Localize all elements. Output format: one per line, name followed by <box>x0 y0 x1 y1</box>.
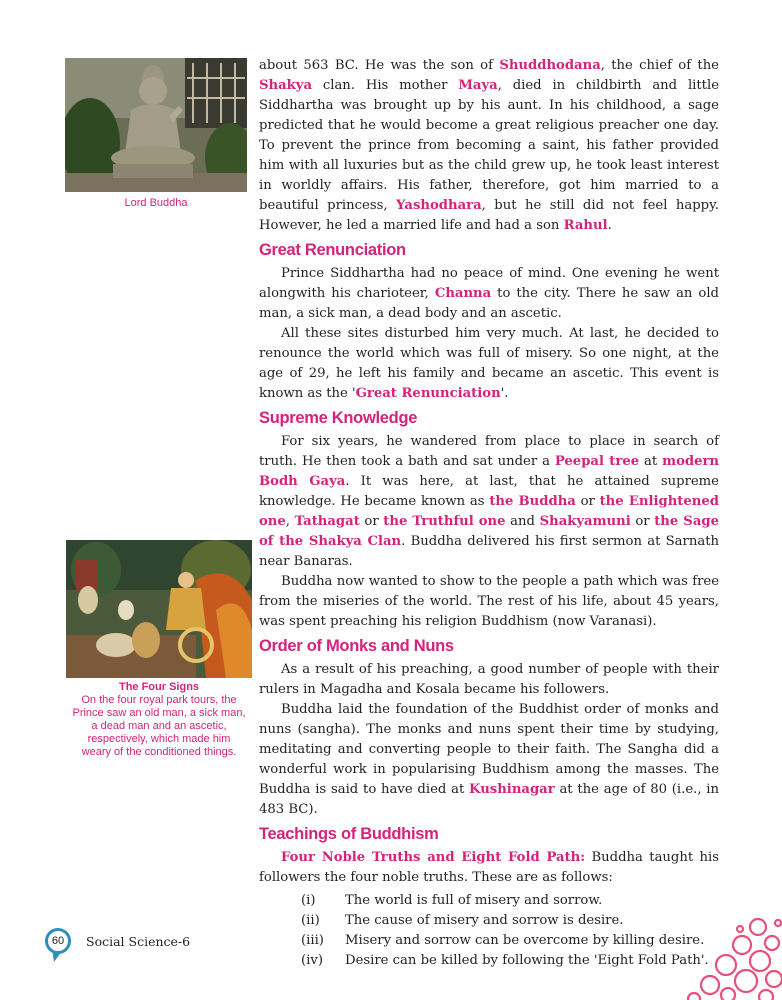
term-channa: Channa <box>434 286 492 301</box>
decorative-circles-icon <box>676 915 782 1000</box>
term-shakya: Shakya <box>259 78 313 93</box>
heading-supreme-knowledge: Supreme Knowledge <box>259 409 418 427</box>
monks-paragraph-2: Buddha laid the foundation of the Buddhist order of monks and nuns (sangha). The monks and nuns spent their time by studying, meditating and converting people to their faith. The Sangha did a wonderful work in popularising Buddhism among the masses. The Buddha is said to have died at Kushinagar at the age of 80 (i.e., in 483 BC). <box>259 702 719 817</box>
four-signs-caption-title: The Four Signs <box>118 681 200 693</box>
four-signs-caption <box>60 681 258 759</box>
heading-teachings: Teachings of Buddhism <box>259 825 439 843</box>
heading-great-renunciation: Great Renunciation <box>259 241 406 259</box>
term-tathagat: Tathagat <box>294 514 360 529</box>
list-item: (iv) Desire can be killed by following the 'Eight Fold Path'. <box>301 953 709 968</box>
four-signs-caption-line: Prince saw an old man, a sick man, <box>72 707 246 719</box>
list-item: (i) The world is full of misery and sorrow. <box>301 893 603 908</box>
four-signs-caption-line: respectively, which made him <box>87 733 231 745</box>
knowledge-paragraph-1: For six years, he wandered from place to place in search of truth. He then took a bath and sat under a Peepal tree at modern Bodh Gaya. It was here, at last, that he attained supreme knowledge. He became known as the Buddha or the Enlightened one, Tathagat or the Truthful one and Shakyamuni or the Sage of the Shakya Clan. Buddha delivered his first sermon at Sarnath near Banaras. <box>259 434 720 569</box>
term-bodh-gaya: modern Bodh Gaya <box>259 454 720 489</box>
teachings-paragraph: Four Noble Truths and Eight Fold Path: Buddha taught his followers the four noble truths. These are as follows: <box>259 850 719 885</box>
page-number: 60 <box>45 928 71 954</box>
list-item: (iii) Misery and sorrow can be overcome by killing desire. <box>301 933 705 948</box>
term-great-renunciation: Great Renunciation <box>355 386 501 401</box>
term-kushinagar: Kushinagar <box>469 782 555 797</box>
intro-paragraph: about 563 BC. He was the son of Shuddhodana, the chief of the Shakya clan. His mother Maya, died in childbirth and little Siddhartha was brought up by his aunt. In his childhood, a sage predicted that he would become a great religious preacher one day. To prevent the prince from becoming a saint, his father provided him with all luxuries but as the child grew up, he took least interest in worldly affairs. His father, therefore, got him married to a beautiful princess, Yashodhara, but he still did not feel happy. However, he led a married life and had a son Rahul. <box>259 58 720 233</box>
term-the-buddha: the Buddha <box>489 494 576 509</box>
noble-truths-list <box>301 891 719 971</box>
knowledge-paragraph-2: Buddha now wanted to show to the people a path which was free from the miseries of the world. The rest of his life, about 45 years, was spent preaching his religion Buddhism (now Varanasi). <box>259 574 719 629</box>
four-signs-painting <box>66 540 252 678</box>
term-shakyamuni: Shakyamuni <box>539 514 631 529</box>
term-yashodhara: Yashodhara <box>396 198 482 213</box>
buddha-statue-image <box>65 58 247 192</box>
term-truthful-one: the Truthful one <box>383 514 506 529</box>
term-maya: Maya <box>458 78 498 93</box>
list-item: (ii) The cause of misery and sorrow is desire. <box>301 913 624 928</box>
four-signs-caption-line: a dead man and an ascetic, <box>91 720 227 732</box>
monks-paragraph-1: As a result of his preaching, a good number of people with their rulers in Magadha and Kosala became his followers. <box>259 662 719 697</box>
four-signs-caption-line: weary of the conditioned things. <box>81 746 237 758</box>
term-shuddhodana: Shuddhodana <box>499 58 601 73</box>
renunciation-paragraph-2: All these sites disturbed him very much. At last, he decided to renounce the world which was full of misery. So one night, at the age of 29, he left his family and became an ascetic. This event is known as the 'Great Renunciation'. <box>259 326 719 401</box>
term-four-noble-truths: Four Noble Truths and Eight Fold Path: <box>281 850 586 865</box>
buddha-statue-caption: Lord Buddha <box>124 197 188 209</box>
renunciation-paragraph-1: Prince Siddhartha had no peace of mind. One evening he went alongwith his charioteer, Channa to the city. There he saw an old man, a sick man, a dead body and an ascetic. <box>259 266 719 321</box>
book-title: Social Science-6 <box>86 934 191 949</box>
term-peepal-tree: Peepal tree <box>554 454 640 469</box>
term-enlightened-one: the Enlightened one <box>259 494 719 529</box>
term-rahul: Rahul <box>563 218 608 233</box>
heading-order-of-monks: Order of Monks and Nuns <box>259 637 454 655</box>
four-signs-caption-line: On the four royal park tours, the <box>81 694 237 706</box>
term-sage-of-shakya-clan: the Sage of the Shakya Clan <box>259 514 719 549</box>
main-text-column <box>259 56 719 971</box>
